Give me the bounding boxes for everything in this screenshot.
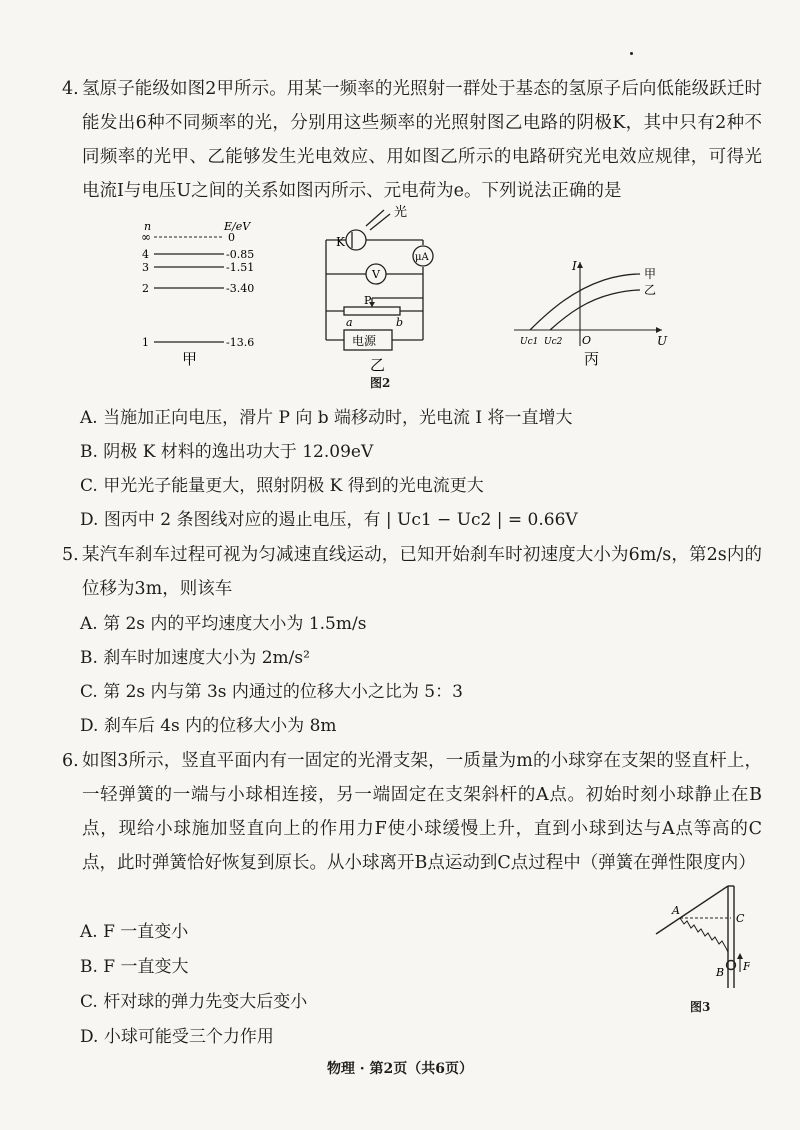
light-arrow-icon xyxy=(366,210,384,226)
source-label: 电源 xyxy=(352,334,377,348)
cathode-label: K xyxy=(336,235,345,249)
point-c-label: C xyxy=(736,912,745,925)
curve-jia xyxy=(530,274,640,330)
axis-label-u: U xyxy=(657,334,668,348)
question-stem: 如图3所示，竖直平面内有一固定的光滑支架，一质量为m的小球穿在支架的竖直杆上，一轻弹簧的一端与小球相连接，另一端固定在支架斜杆的A点。初始时刻小球静止在B点，现给小球施加竖直向上的作用力F使小球缓慢上升，直到小球到达与A点等高的C点，此时弹簧恰好恢复到原长。从小球离开B点运动到C点过程中（弹簧在弹性限度内） xyxy=(82,751,762,873)
ammeter-label: μA xyxy=(415,252,429,263)
level-energy: -0.85 xyxy=(226,248,255,261)
figure-support xyxy=(650,880,750,994)
option-c: C. 甲光光子能量更大，照射阴极 K 得到的光电流更大 xyxy=(80,476,484,496)
option-b: B. 刹车时加速度大小为 2m/s² xyxy=(80,648,310,668)
speck xyxy=(630,52,633,55)
axis-label-energy: E/eV xyxy=(224,220,251,233)
level-energy: -1.51 xyxy=(226,261,255,274)
figure-energy-levels xyxy=(132,218,272,372)
figure-label-jia: 甲 xyxy=(182,350,198,368)
force-label: F xyxy=(743,960,750,973)
option-b: B. F 一直变大 xyxy=(80,957,189,977)
light-label: 光 xyxy=(394,205,408,220)
level-n: 1 xyxy=(142,336,149,349)
voltmeter-label: V xyxy=(372,268,380,281)
curve-label-yi: 乙 xyxy=(644,283,657,297)
slider-label: P xyxy=(364,294,372,307)
axis-label-n: n xyxy=(144,220,152,233)
level-energy: -13.6 xyxy=(226,336,255,349)
figure-caption-3: 图3 xyxy=(690,1000,711,1014)
curve-yi xyxy=(550,290,640,330)
question-number: 6. xyxy=(62,751,79,771)
question-number: 5. xyxy=(62,545,79,565)
level-n: ∞ xyxy=(141,230,151,244)
option-d: D. 图丙中 2 条图线对应的遏止电压，有 | Uc1 − Uc2 | = 0.66V xyxy=(80,510,578,530)
light-arrow-icon xyxy=(370,214,390,230)
level-energy: -3.40 xyxy=(226,282,255,295)
level-energy: 0 xyxy=(228,231,235,244)
point-b-label: B xyxy=(716,966,725,979)
terminal-b-label: b xyxy=(396,316,404,329)
page-footer: 物理 · 第2页（共6页） xyxy=(326,1061,474,1077)
option-b: B. 阴极 K 材料的逸出功大于 12.09eV xyxy=(80,442,374,462)
stopping-voltage-1: Uc1 xyxy=(520,337,539,347)
level-n: 4 xyxy=(142,248,149,261)
question-4 xyxy=(62,72,762,208)
option-a: A. F 一直变小 xyxy=(80,922,189,942)
axis-label-i: I xyxy=(572,259,577,273)
level-n: 3 xyxy=(142,261,149,274)
figure-iu-graph xyxy=(512,256,682,372)
point-a-label: A xyxy=(672,904,680,917)
spring-icon xyxy=(680,918,728,952)
question-stem: 某汽车刹车过程可视为匀减速直线运动，已知开始刹车时初速度大小为6m/s，第2s内的位移为3m，则该车 xyxy=(82,545,762,599)
question-5 xyxy=(62,538,762,606)
terminal-a-label: a xyxy=(346,316,353,329)
option-d: D. 刹车后 4s 内的位移大小为 8m xyxy=(80,716,337,736)
phototube-icon xyxy=(346,230,366,250)
option-d: D. 小球可能受三个力作用 xyxy=(80,1027,274,1047)
option-c: C. 杆对球的弹力先变大后变小 xyxy=(80,992,308,1012)
option-a: A. 当施加正向电压，滑片 P 向 b 端移动时，光电流 I 将一直增大 xyxy=(80,408,573,428)
question-stem: 氢原子能级如图2甲所示。用某一频率的光照射一群处于基态的氢原子后向低能级跃迁时能发出6种不同频率的光，分别用这些频率的光照射图乙电路的阴极K，其中只有2种不同频率的光甲、乙能够发生光电效应、用如图乙所示的电路研究光电效应规律，可得光电流I与电压U之间的关系如图丙所示、元电荷为e。下列说法正确的是 xyxy=(82,79,762,201)
stopping-voltage-2: Uc2 xyxy=(544,337,563,347)
rheostat-icon xyxy=(344,307,400,315)
figure-label-yi: 乙 xyxy=(370,356,386,374)
figure-label-bing: 丙 xyxy=(584,350,600,368)
figure-circuit xyxy=(318,204,448,378)
figure-caption-2: 图2 xyxy=(370,376,391,390)
origin-label: O xyxy=(582,334,592,347)
question-number: 4. xyxy=(62,79,79,99)
level-n: 2 xyxy=(142,282,149,295)
option-c: C. 第 2s 内与第 3s 内通过的位移大小之比为 5：3 xyxy=(80,682,463,702)
option-a: A. 第 2s 内的平均速度大小为 1.5m/s xyxy=(80,614,367,634)
curve-label-jia: 甲 xyxy=(644,267,657,281)
question-6 xyxy=(62,744,762,880)
